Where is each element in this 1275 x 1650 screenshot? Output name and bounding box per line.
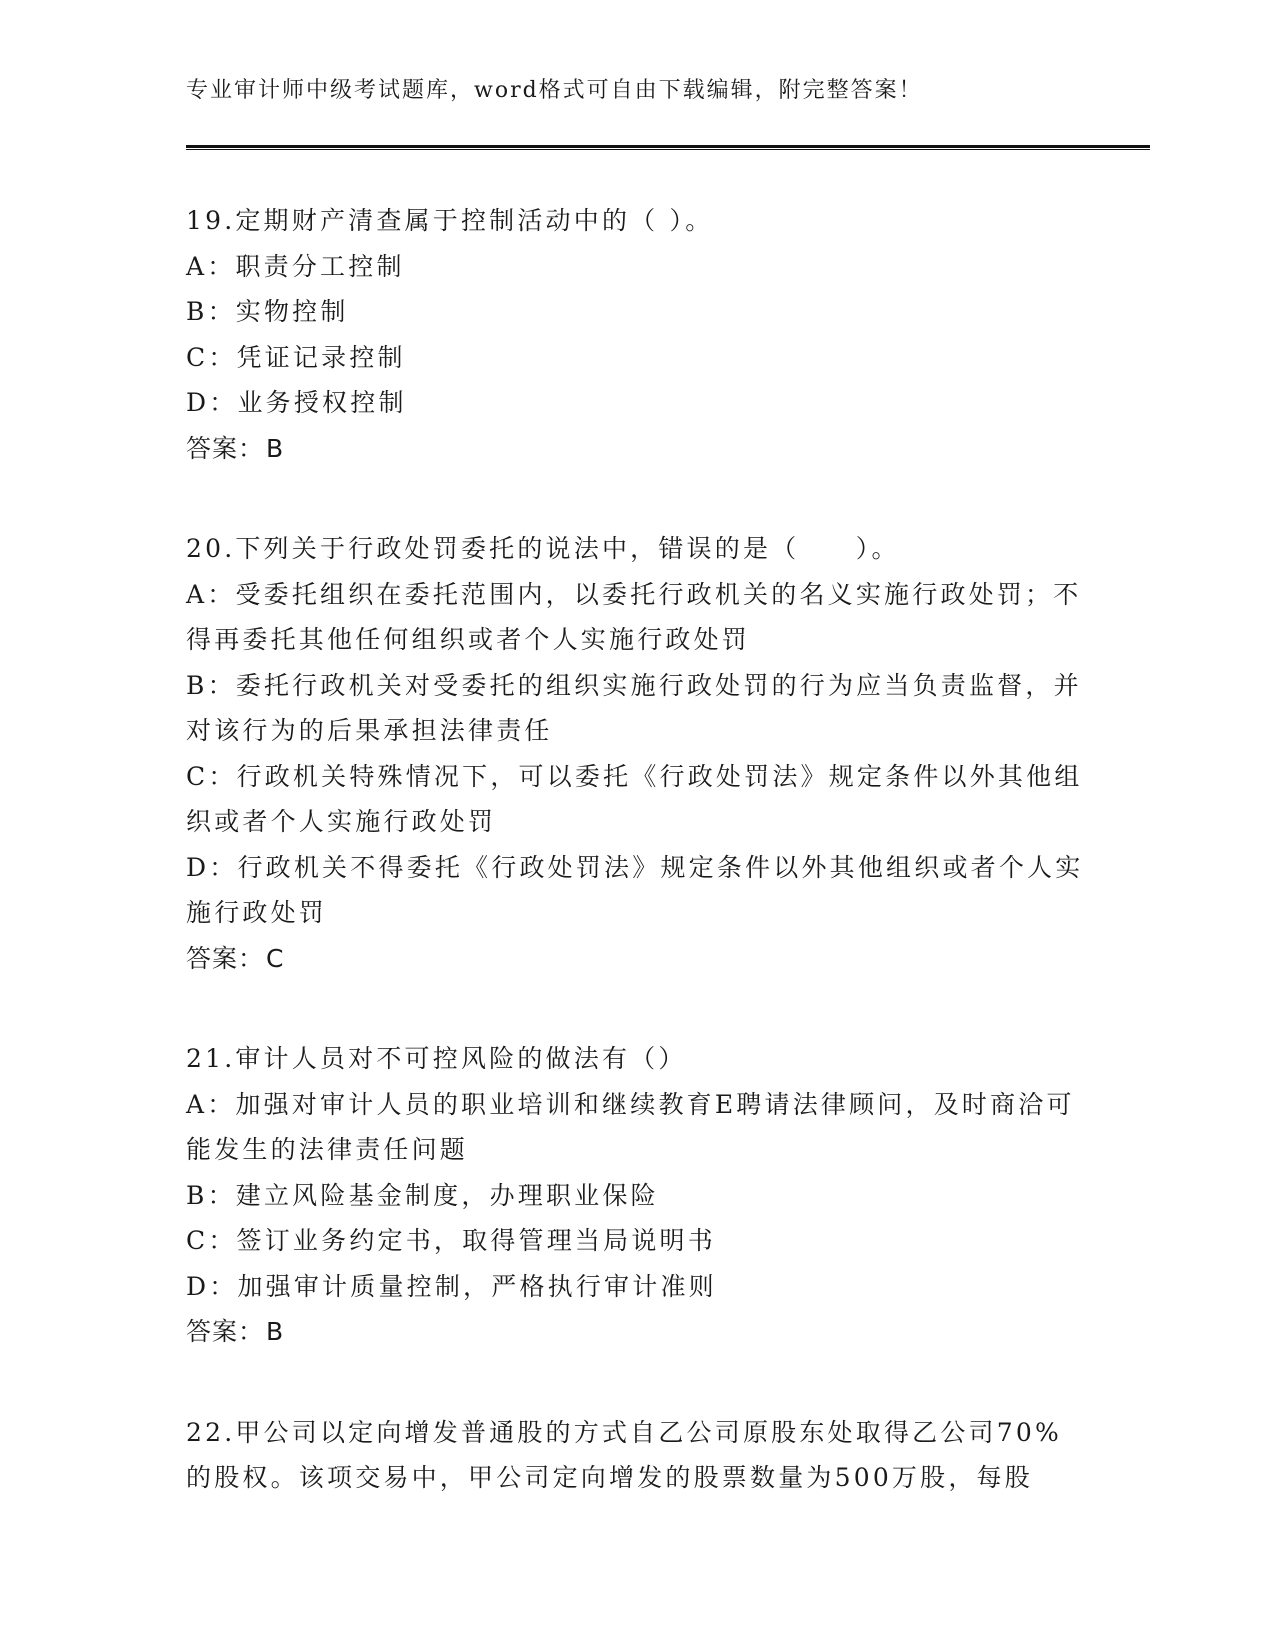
answer-value: B: [266, 1317, 285, 1346]
question-stem: 21.审计人员对不可控风险的做法有（）: [186, 1044, 687, 1073]
question-22: [186, 1410, 1086, 1501]
answer-line: [186, 426, 1086, 472]
answer-value: C: [266, 943, 285, 973]
page-header: 专业审计师中级考试题库，word格式可自由下载编辑，附完整答案！: [186, 78, 923, 103]
option-b: B：建立风险基金制度，办理职业保险: [186, 1180, 659, 1210]
answer-label: 答案：: [186, 943, 265, 973]
option-d: D：业务授权控制: [186, 388, 407, 417]
option-c: C：凭证记录控制: [186, 342, 406, 372]
option-d: D：行政机关不得委托《行政处罚法》规定条件以外其他组织或者个人实施行政处罚: [186, 852, 1084, 927]
question-list: [186, 198, 1086, 1556]
option-c: C：行政机关特殊情况下，可以委托《行政处罚法》规定条件以外其他组织或者个人实施行政处罚: [186, 761, 1083, 836]
option-a: A：加强对审计人员的职业培训和继续教育E聘请法律顾问，及时商洽可能发生的法律责任问题: [186, 1089, 1075, 1164]
answer-label: 答案：: [186, 433, 265, 463]
answer-line: [186, 936, 1086, 982]
option-a: A：受委托组织在委托范围内，以委托行政机关的名义实施行政处罚；不得再委托其他任何组织或者个人实施行政处罚: [186, 579, 1082, 654]
answer-label: 答案：: [186, 1317, 265, 1346]
header-divider: [186, 145, 1150, 150]
question-stem: 19.定期财产清查属于控制活动中的（ ）。: [186, 206, 714, 235]
answer-line: [186, 1309, 1086, 1355]
question-stem: 22.甲公司以定向增发普通股的方式自乙公司原股东处取得乙公司70%的股权。该项交易中，甲公司定向增发的股票数量为500万股，每股: [186, 1417, 1062, 1492]
answer-value: B: [266, 433, 285, 463]
question-20: [186, 526, 1086, 981]
question-stem: 20.下列关于行政处罚委托的说法中，错误的是（ ）。: [186, 534, 900, 563]
question-19: [186, 198, 1086, 471]
question-21: [186, 1036, 1086, 1355]
option-c: C：签订业务约定书，取得管理当局说明书: [186, 1226, 716, 1255]
option-d: D：加强审计质量控制，严格执行审计准则: [186, 1271, 717, 1301]
option-b: B：实物控制: [186, 297, 349, 326]
option-b: B：委托行政机关对受委托的组织实施行政处罚的行为应当负责监督，并对该行为的后果承担法律责任: [186, 670, 1082, 745]
option-a: A：职责分工控制: [186, 251, 405, 281]
